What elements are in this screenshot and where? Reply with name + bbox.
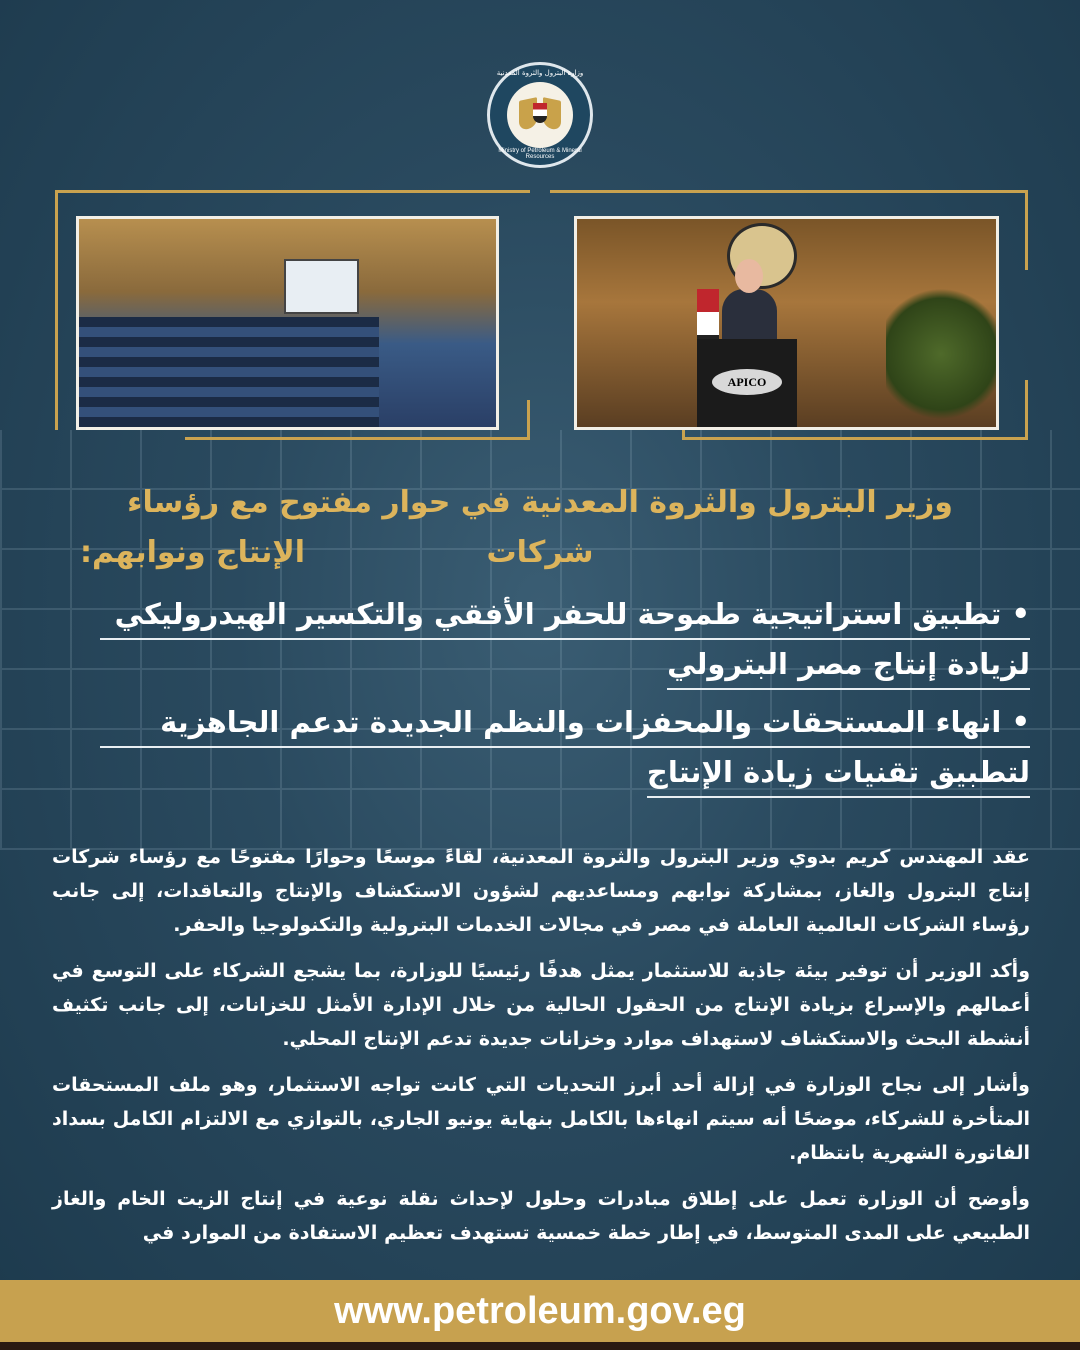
headline-line-1: وزير البترول والثروة المعدنية في حوار مفتوح مع رؤساء شركات — [127, 485, 953, 570]
website-link[interactable]: www.petroleum.gov.eg — [334, 1289, 746, 1332]
footer-bar — [0, 1280, 1080, 1342]
podium-logo: APICO — [712, 369, 782, 395]
headline-line-2 — [80, 528, 730, 578]
paragraph: وأكد الوزير أن توفير بيئة جاذبة للاستثمار يمثل هدفًا رئيسيًا للوزارة، بما يشجع الشركاء على التوسع في أعمالهم والإسراع بزيادة الإنتاج من الحقول الحالية من خلال الإدارة الأمثل للخزانات، إلى جانب تكثيف أنشطة البحث والاستكشاف لاستهداف موارد وخزانات جديدة تدعم الإنتاج المحلي. — [52, 960, 1030, 1050]
photo-minister-speaking — [574, 216, 999, 430]
paragraph: عقد المهندس كريم بدوي وزير البترول والثروة المعدنية، لقاءً موسعًا وحوارًا مفتوحًا مع رؤساء شركات إنتاج البترول والغاز، بمشاركة نوابهم ومساعديهم لشؤون الاستكشاف والإنتاج والتعاقدات، إلى جانب رؤساء الشركات العالمية العاملة في مصر في مجالات الخدمات البترولية والتكنولوجيا والحفر. — [52, 846, 1030, 936]
bullet-2-line-1: • انهاء المستحقات والمحفزات والنظم الجديدة تدعم الجاهزية — [100, 700, 1030, 748]
bullet-1-line-1: • تطبيق استراتيجية طموحة للحفر الأفقي والتكسير الهيدروليكي — [100, 592, 1030, 640]
bullet-2 — [100, 700, 1030, 798]
ministry-logo — [487, 62, 593, 168]
bullet-2-line-2: لتطبيق تقنيات زيادة الإنتاج — [647, 750, 1030, 798]
bullet-1 — [100, 592, 1030, 690]
paragraph: وأشار إلى نجاح الوزارة في إزالة أحد أبرز التحديات التي كانت تواجه الاستثمار، وهو ملف المستحقات المتأخرة للشركاء، موضحًا أنه سيتم انهاءها بالكامل بنهاية يونيو الجاري، بالتوازي مع الالتزام الكامل بسداد الفاتورة الشهرية بانتظام. — [52, 1074, 1030, 1164]
paragraph: وأوضح أن الوزارة تعمل على إطلاق مبادرات وحلول لإحداث نقلة نوعية في إنتاج الزيت الخام والغاز الطبيعي على المدى المتوسط، في إطار خطة خمسية تستهدف تعظيم الاستفادة من الموارد في — [52, 1188, 1030, 1244]
article-body — [52, 840, 1030, 1262]
bottom-strip — [0, 1342, 1080, 1350]
bullet-1-line-2: لزيادة إنتاج مصر البترولي — [667, 642, 1030, 690]
logo-text-en: Ministry of Petroleum & Mineral Resources — [498, 148, 582, 160]
headline-line-2-text: الإنتاج ونوابهم: — [80, 535, 306, 570]
photo-conference-hall — [76, 216, 499, 430]
logo-text-ar: وزارة البترول والثروة المعدنية — [496, 69, 584, 77]
eagle-emblem-icon — [521, 93, 559, 137]
